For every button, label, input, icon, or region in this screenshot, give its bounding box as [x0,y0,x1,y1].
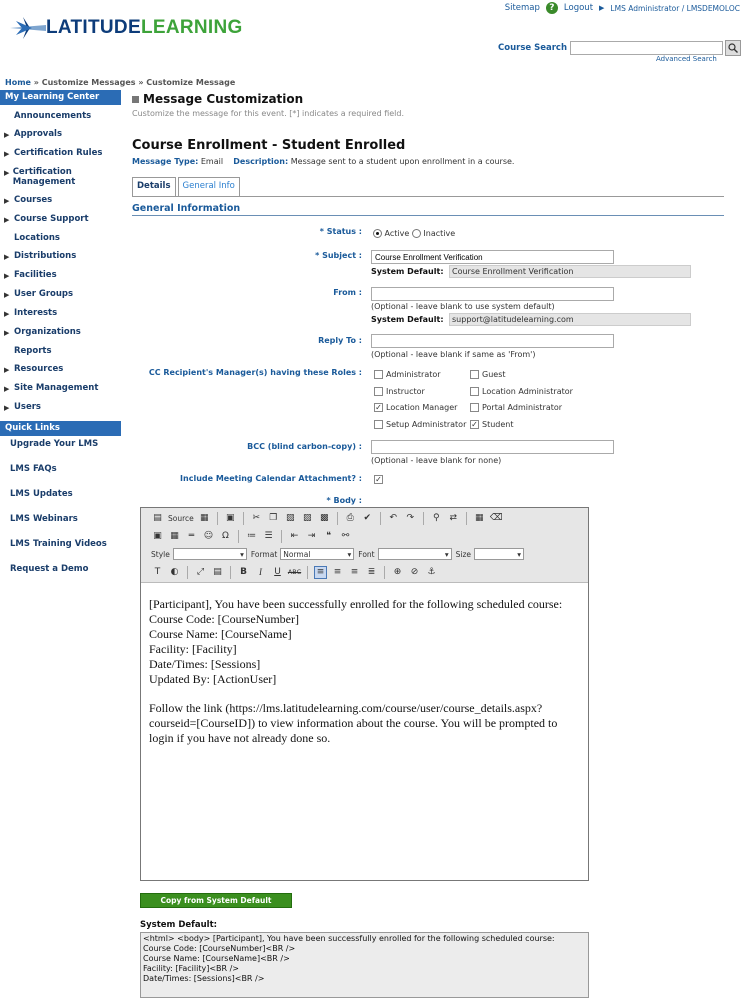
source-button[interactable]: Source [168,513,194,523]
format-select[interactable] [251,548,354,560]
chevron-right-icon: ▶ [4,366,10,374]
smiley-icon[interactable]: ☺ [203,531,214,541]
paste-text-icon[interactable]: ▨ [303,513,312,523]
status-field [373,229,455,238]
sidebar-item[interactable] [0,323,121,342]
replace-icon[interactable]: ⇄ [449,513,458,523]
chevron-right-icon: ▶ [4,253,10,261]
search-icon[interactable] [725,40,741,56]
quick-link[interactable]: LMS FAQs [10,464,57,474]
role-checkbox-item[interactable] [470,403,562,412]
sidebar-item-label: Course Support [14,214,89,224]
font-select[interactable] [358,548,451,560]
rich-text-editor [140,507,589,881]
toolbar-separator [230,566,231,579]
chevron-down-icon: ▾ [444,549,449,559]
checkbox[interactable] [470,403,479,412]
system-default-line: Date/Times: [Sessions]<BR /> [143,974,265,983]
chevron-right-icon: ▶ [4,272,10,280]
toolbar-separator [466,512,467,525]
editor-body-line: Updated By: [ActionUser] [149,672,277,686]
sidebar-item-label: User Groups [14,289,74,299]
quick-link[interactable]: Upgrade Your LMS [10,439,99,449]
toolbar-separator [217,512,218,525]
style-dropdown[interactable] [173,548,247,560]
chevron-right-icon: ▶ [4,310,10,318]
chevron-right-icon: ▶ [4,404,10,412]
quick-link[interactable]: LMS Updates [10,489,73,499]
subject-default-label: System Default: [371,267,444,276]
event-title: Course Enrollment - Student Enrolled [132,138,406,153]
align-right-icon[interactable]: ≡ [350,567,359,577]
sidebar-item[interactable] [0,107,121,125]
from-label: From : [333,288,362,297]
toolbar-row-4 [151,564,438,580]
sidebar-item[interactable] [0,125,121,144]
tab-general-info[interactable]: General Info [178,177,240,196]
role-checkbox-item[interactable] [374,370,441,379]
from-input[interactable] [371,287,614,301]
description-label: Description: [233,157,289,166]
reply-to-label: Reply To : [318,336,362,345]
checkbox[interactable] [470,387,479,396]
editor-body-paragraph-2: Follow the link (https://lms.latitudelearning.com/course/user/course_details.aspx?courseid=[CourseID]) to view information about the course. You will be prompted to login if you have not already done so. [149,701,558,745]
reply-to-field [371,334,614,348]
blockquote-icon[interactable]: ❝ [326,531,331,541]
subject-default-value: Course Enrollment Verification [449,265,691,278]
from-default-value: support@latitudelearning.com [449,313,691,326]
from-system-default [371,313,691,326]
checkbox[interactable] [374,387,383,396]
sidebar-item[interactable] [0,398,121,417]
bcc-note: (Optional - leave blank for none) [371,456,502,465]
sidebar-item[interactable] [0,163,121,191]
toolbar-separator [187,566,188,579]
align-justify-icon[interactable]: ≣ [367,567,376,577]
tab-details[interactable]: Details [132,177,176,196]
logo-text-latitude: LATITUDE [46,17,141,38]
section-square-icon [132,96,139,103]
redo-icon[interactable]: ↷ [406,513,415,523]
underline-icon[interactable]: U [274,567,281,577]
size-label: Size [455,549,472,559]
sidebar-item-label: Organizations [14,327,81,337]
course-search-label: Course Search [498,43,568,53]
role-label: Guest [482,370,506,379]
logo[interactable] [10,17,243,39]
from-note: (Optional - leave blank to use system default) [371,302,555,311]
chevron-right-icon: ▶ [4,197,10,205]
role-checkbox-item[interactable] [470,387,573,396]
top-links [505,2,740,14]
align-left-icon[interactable]: ≡ [314,566,327,579]
subject-label: * Subject : [315,251,362,260]
sidebar-item-label: Reports [14,346,52,356]
outdent-icon[interactable]: ⇤ [290,531,299,541]
sidebar-item[interactable] [0,191,121,210]
remove-format-icon[interactable]: ⌫ [489,513,503,523]
system-default-textarea[interactable] [140,932,589,998]
from-field [371,287,614,301]
role-checkbox-item[interactable] [374,420,466,429]
section-title [132,92,732,106]
checkbox[interactable] [374,370,383,379]
paste-word-icon[interactable]: ▩ [320,513,329,523]
role-label: Instructor [386,387,425,396]
table-icon[interactable]: ▦ [170,531,179,541]
sidebar-item[interactable] [0,285,121,304]
sidebar-item-label: Site Management [14,383,99,393]
size-select[interactable] [456,548,524,560]
role-checkbox-item[interactable] [470,370,506,379]
align-center-icon[interactable]: ≡ [333,567,342,577]
toolbar-row-3 [151,546,524,562]
sidebar-list [0,105,121,417]
sidebar-item[interactable] [0,229,121,247]
sidebar-item[interactable] [0,266,121,285]
logo-text-learning: LEARNING [140,17,243,38]
toolbar-separator [380,512,381,525]
tab-bar [132,177,732,196]
toolbar-separator [238,530,239,543]
course-search [498,40,741,56]
bold-icon[interactable]: B [240,567,247,577]
style-select[interactable] [151,548,247,560]
cut-icon[interactable]: ✂ [252,513,261,523]
status-label: * Status : [319,227,362,236]
role-label: Setup Administrator [386,420,467,429]
editor-body-line: Course Code: [CourseNumber] [149,612,299,626]
toolbar-row-2 [151,528,352,544]
message-type-label: Message Type: [132,157,199,166]
chevron-right-icon: ▶ [4,131,10,139]
font-dropdown[interactable] [378,548,452,560]
checkbox[interactable] [374,420,383,429]
toolbar-separator [243,512,244,525]
system-default-line: Facility: [Facility]<BR /> [143,964,240,973]
user-arrow-icon: ▶ [599,4,605,12]
sidebar [0,90,121,586]
meeting-attachment-field [374,475,386,485]
toolbar-separator [281,530,282,543]
bulleted-list-icon[interactable]: ☰ [264,531,273,541]
paste-icon[interactable]: ▧ [286,513,295,523]
preview-icon[interactable]: ▣ [226,513,235,523]
insert-link-icon[interactable]: ⊕ [393,567,402,577]
body-label: * Body : [326,496,362,505]
sidebar-item[interactable] [0,210,121,229]
size-dropdown[interactable] [474,548,524,560]
sidebar-title: My Learning Center [0,90,121,105]
sidebar-item-label: Certification Management [12,167,76,187]
user-link[interactable]: LMS Administrator / LMSDEMOLOC [610,3,740,13]
status-inactive-radio[interactable] [412,229,421,238]
status-inactive-label: Inactive [423,229,456,238]
meeting-attachment-checkbox[interactable]: ✓ [375,475,382,484]
quick-link[interactable]: LMS Webinars [10,514,78,524]
breadcrumb-customize-messages[interactable]: Customize Messages [41,78,136,87]
sidebar-item-label: Locations [14,233,60,243]
special-char-icon[interactable]: Ω [222,531,229,541]
toolbar-row-1 [151,510,503,526]
subject-field [371,250,614,264]
quick-link[interactable]: LMS Training Videos [10,539,107,549]
general-information-heading: General Information [132,203,724,216]
role-label: Portal Administrator [482,403,563,412]
logo-mark-icon [10,17,46,39]
indent-icon[interactable]: ⇥ [307,531,316,541]
chevron-right-icon: ▶ [4,291,10,299]
copy-icon[interactable]: ❐ [269,513,278,523]
breadcrumb: Home » Customize Messages » Customize Message [5,78,236,87]
message-type-value: Email [200,157,224,166]
role-label: Student [482,420,514,429]
print-icon[interactable]: ⎙ [346,513,354,523]
link-icon[interactable]: ⚯ [341,531,350,541]
status-active-label: Active [384,229,410,238]
image-icon[interactable]: ▣ [153,531,162,541]
editor-body-line: Facility: [Facility] [149,642,237,656]
sidebar-item[interactable] [0,342,121,360]
subject-system-default [371,265,691,278]
role-label: Location Manager [386,403,458,412]
select-all-icon[interactable]: ▦ [475,513,484,523]
numbered-list-icon[interactable]: ≔ [247,531,256,541]
editor-body-line: Date/Times: [Sessions] [149,657,261,671]
italic-icon[interactable]: I [259,567,262,577]
toolbar-separator [307,566,308,579]
sidebar-item-label: Users [14,402,41,412]
font-label: Font [358,549,375,559]
subject-input[interactable] [371,250,614,264]
sidebar-item-label: Certification Rules [14,148,103,158]
source-icon[interactable]: ▤ [153,513,162,523]
copy-from-system-default-button[interactable]: Copy from System Default [140,893,292,908]
sidebar-item-label: Interests [14,308,58,318]
toolbar-separator [423,512,424,525]
sitemap-link[interactable]: Sitemap [504,3,540,13]
section-subtitle: Customize the message for this event. [*] indicates a required field. [132,109,405,118]
sidebar-item-label: Facilities [14,270,57,280]
sidebar-item[interactable] [0,379,121,398]
chevron-right-icon: ▶ [4,329,10,337]
editor-body-paragraph-1 [149,597,580,687]
system-default-label: System Default: [140,920,218,930]
sidebar-item[interactable] [0,247,121,266]
chevron-down-icon: ▾ [240,549,244,559]
system-default-line: Course Name: [CourseName]<BR /> [143,954,290,963]
editor-toolbar [141,508,588,583]
sidebar-item-label: Distributions [14,251,77,261]
checkbox[interactable]: ✓ [375,403,382,412]
chevron-right-icon: ▶ [4,216,10,224]
bcc-label: BCC (blind carbon-copy) : [247,442,362,451]
from-default-label: System Default: [371,315,444,324]
editor-body[interactable] [141,583,588,774]
chevron-right-icon: ▶ [4,385,10,393]
editor-body-line: [Participant], You have been successfully enrolled for the following scheduled course: [149,597,563,611]
section-title-text: Message Customization [143,92,304,106]
help-icon[interactable]: ? [546,2,558,14]
breadcrumb-home[interactable]: Home [5,78,31,87]
system-default-line: <html> <body> [Participant], You have been successfully enrolled for the following scheduled course: [143,934,555,943]
role-label: Administrator [386,370,441,379]
role-checkbox-item[interactable] [374,387,425,396]
chevron-right-icon: ▶ [4,169,10,177]
sidebar-item-label: Announcements [14,111,92,121]
editor-body-line: Course Name: [CourseName] [149,627,292,641]
sidebar-item[interactable] [0,144,121,163]
reply-to-note: (Optional - leave blank if same as 'From') [371,350,536,359]
chevron-down-icon: ▾ [517,549,522,559]
anchor-icon[interactable]: ⚓ [427,567,436,577]
sidebar-item[interactable] [0,360,121,379]
unlink-icon[interactable]: ⊘ [410,567,419,577]
sidebar-item-label: Approvals [14,129,63,139]
background-color-icon[interactable]: ◐ [170,567,179,577]
quick-links-list [0,436,121,586]
main-content [132,92,732,216]
description-value: Message sent to a student upon enrollment in a course. [290,157,515,166]
text-color-icon[interactable]: T [154,567,161,577]
format-value: Normal [283,549,311,559]
save-icon[interactable]: ▦ [200,513,209,523]
quick-links-title: Quick Links [0,421,121,436]
format-label: Format [250,549,278,559]
bcc-field [371,440,614,454]
sidebar-item[interactable] [0,304,121,323]
logout-link[interactable]: Logout [563,3,594,13]
quick-link[interactable]: Request a Demo [10,564,89,574]
meeting-attachment-label: Include Meeting Calendar Attachment? : [180,474,362,483]
cc-roles-label: CC Recipient's Manager(s) having these Roles : [148,368,362,377]
bcc-input[interactable] [371,440,614,454]
sidebar-item-label: Resources [14,364,64,374]
system-default-line: Course Code: [CourseNumber]<BR /> [143,944,296,953]
checkbox[interactable] [470,370,479,379]
maximize-icon[interactable]: ⤢ [196,567,205,577]
format-dropdown[interactable] [280,548,354,560]
role-checkbox-item[interactable] [374,403,457,412]
role-label: Location Administrator [482,387,573,396]
message-meta [132,157,732,166]
find-icon[interactable]: ⚲ [432,513,440,523]
toolbar-separator [384,566,385,579]
breadcrumb-customize-message: Customize Message [146,78,236,87]
role-checkbox-item[interactable] [470,420,514,429]
undo-icon[interactable]: ↶ [389,513,398,523]
show-blocks-icon[interactable]: ▤ [213,567,222,577]
status-active-radio[interactable] [373,229,382,238]
course-search-input[interactable] [570,41,723,55]
advanced-search-link[interactable]: Advanced Search [656,55,717,63]
spellcheck-icon[interactable]: ✔ [363,513,372,523]
chevron-right-icon: ▶ [4,150,10,158]
chevron-down-icon: ▾ [347,549,352,559]
tab-divider [132,196,724,197]
style-label: Style [151,549,170,559]
checkbox[interactable]: ✓ [471,420,478,429]
strikethrough-icon[interactable]: ABC [287,568,302,576]
sidebar-item-label: Courses [14,195,53,205]
horizontal-rule-icon[interactable]: ═ [188,531,195,541]
toolbar-separator [337,512,338,525]
reply-to-input[interactable] [371,334,614,348]
